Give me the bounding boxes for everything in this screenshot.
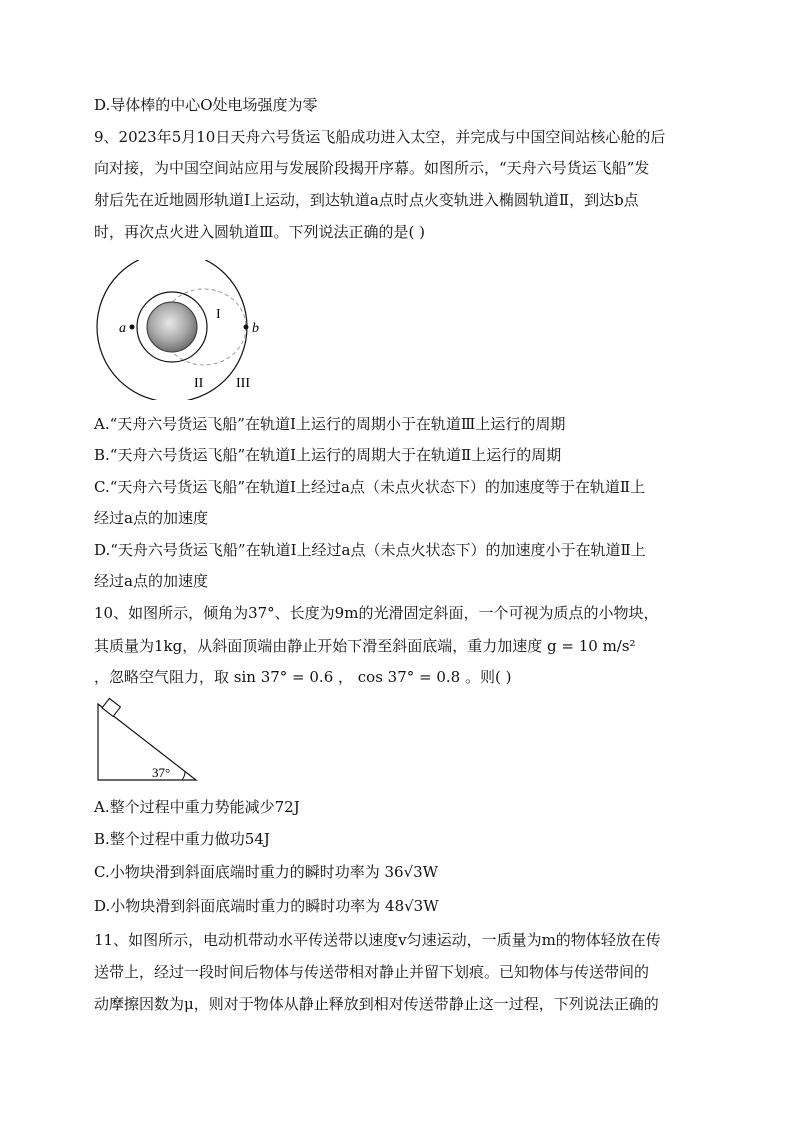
q9-stem-line-1: 9、2023年5月10日天舟六号货运飞船成功进入太空，并完成与中国空间站核心舱的后 xyxy=(94,128,666,146)
block-icon xyxy=(102,698,120,716)
q9-option-d-line-1: D.“天舟六号货运飞船”在轨道Ⅰ上经过a点（未点火状态下）的加速度小于在轨道Ⅱ上 xyxy=(94,541,646,559)
q9-option-d-line-2: 经过a点的加速度 xyxy=(94,572,208,590)
q9-stem-line-4: 时，再次点火进入圆轨道Ⅲ。下列说法正确的是( ) xyxy=(94,223,425,241)
orbit-diagram xyxy=(94,260,274,400)
point-a-dot xyxy=(130,325,135,330)
label-a: a xyxy=(119,321,126,336)
q9-option-c-line-2: 经过a点的加速度 xyxy=(94,509,208,527)
label-orbit-ii: II xyxy=(194,376,204,391)
q10-stem-line-1: 10、如图所示，倾角为37°、长度为9m的光滑固定斜面，一个可视为质点的小物块， xyxy=(94,604,659,622)
incline-diagram xyxy=(94,696,204,786)
q9-option-c-line-1: C.“天舟六号货运飞船”在轨道Ⅰ上经过a点（未点火状态下）的加速度等于在轨道Ⅱ上 xyxy=(94,478,646,496)
label-b: b xyxy=(252,321,259,336)
q8-option-d: D.导体棒的中心O处电场强度为零 xyxy=(94,96,318,114)
q10-option-b: B.整个过程中重力做功54J xyxy=(94,830,270,848)
angle-label: 37° xyxy=(152,765,171,780)
earth-icon xyxy=(147,302,197,352)
angle-arc xyxy=(182,771,185,780)
q10-option-c: C.小物块滑到斜面底端时重力的瞬时功率为 36√3W xyxy=(94,863,439,881)
label-orbit-iii: III xyxy=(236,376,250,391)
point-b-dot xyxy=(244,325,249,330)
q9-stem-line-2: 向对接，为中国空间站应用与发展阶段揭开序幕。如图所示，“天舟六号货运飞船”发 xyxy=(94,159,650,177)
q10-stem-line-2: 其质量为1kg，从斜面顶端由静止开始下滑至斜面底端，重力加速度 g = 10 m/s² xyxy=(94,637,636,655)
q11-stem-line-2: 送带上，经过一段时间后物体与传送带相对静止并留下划痕。已知物体与传送带间的 xyxy=(94,963,650,981)
label-orbit-i: I xyxy=(216,307,221,322)
q9-option-b: B.“天舟六号货运飞船”在轨道Ⅰ上运行的周期大于在轨道Ⅱ上运行的周期 xyxy=(94,446,562,464)
q10-option-d: D.小物块滑到斜面底端时重力的瞬时功率为 48√3W xyxy=(94,897,439,915)
q9-stem-line-3: 射后先在近地圆形轨道Ⅰ上运动，到达轨道a点时点火变轨进入椭圆轨道Ⅱ，到达b点 xyxy=(94,191,639,209)
q9-option-a: A.“天舟六号货运飞船”在轨道Ⅰ上运行的周期小于在轨道Ⅲ上运行的周期 xyxy=(94,415,566,433)
q10-option-a: A.整个过程中重力势能减少72J xyxy=(94,798,300,816)
q11-stem-line-3: 动摩擦因数为μ，则对于物体从静止释放到相对传送带静止这一过程，下列说法正确的 xyxy=(94,995,659,1013)
q10-stem-line-3: ，忽略空气阻力，取 sin 37° = 0.6 ， cos 37° = 0.8 。则( ) xyxy=(94,668,512,686)
q11-stem-line-1: 11、如图所示，电动机带动水平传送带以速度v匀速运动，一质量为m的物体轻放在传 xyxy=(94,931,661,949)
